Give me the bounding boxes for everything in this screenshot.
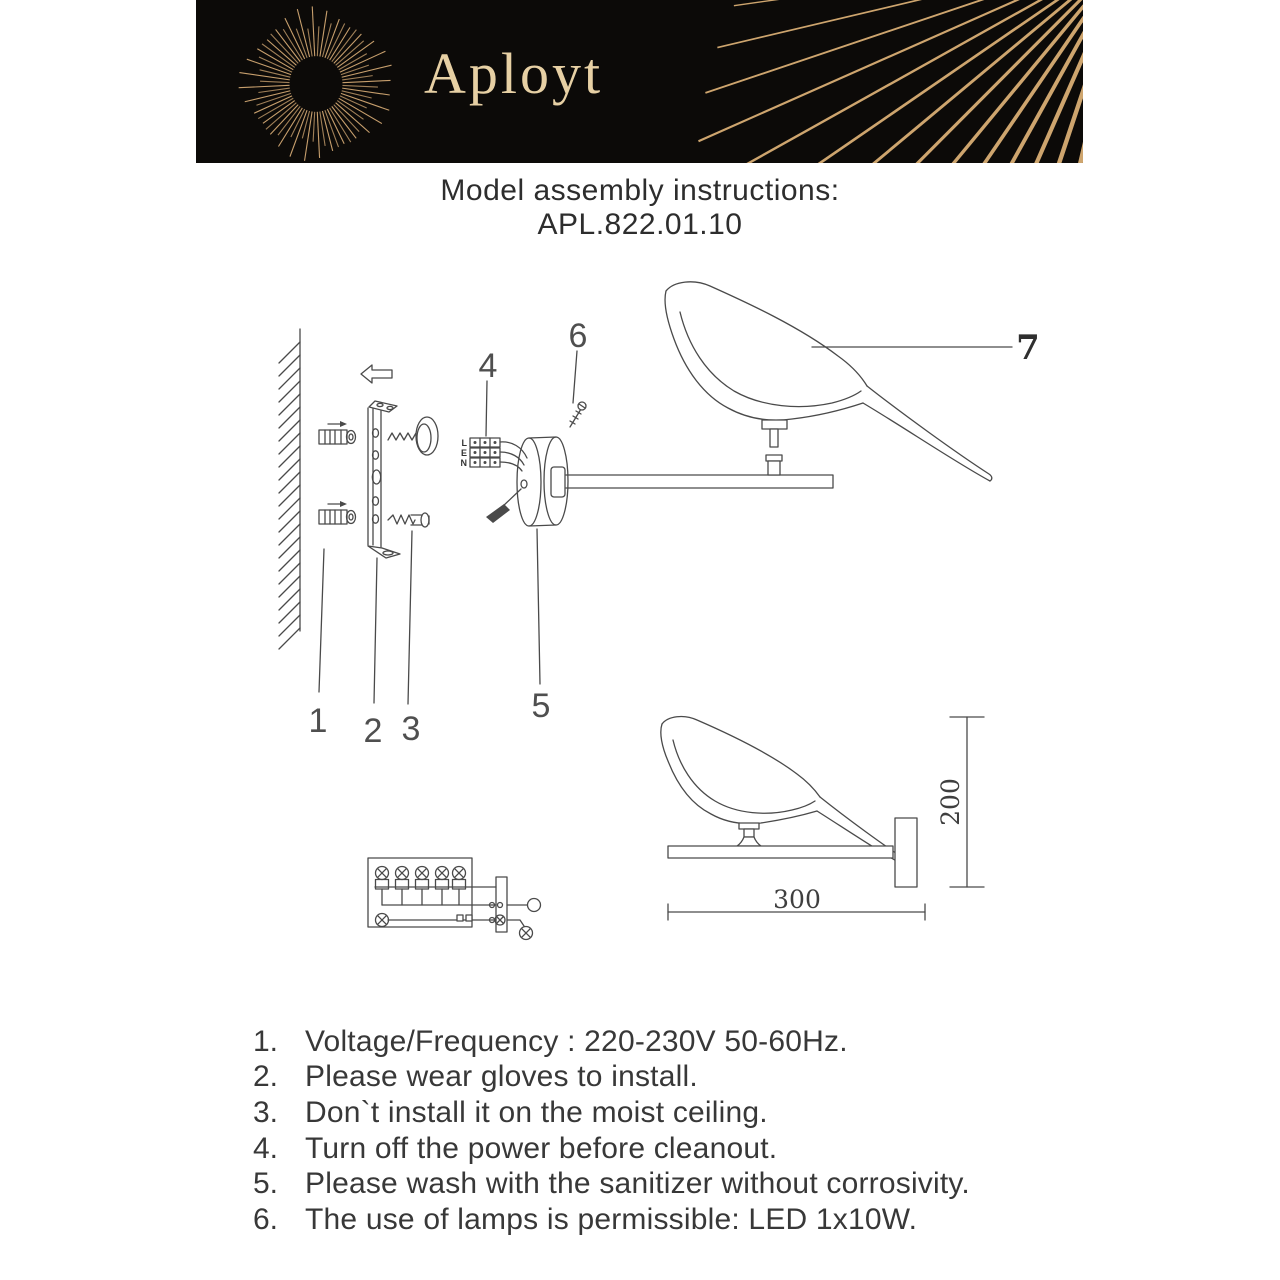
instruction-text: Please wash with the sanitizer without corrosivity. <box>305 1167 970 1201</box>
switch-symbol <box>528 899 541 912</box>
instruction-number: 2. <box>253 1060 279 1094</box>
direction-arrow-icon <box>361 365 392 383</box>
height-dimension <box>936 717 984 887</box>
part-label-5: 5 <box>531 687 551 725</box>
anchor-dowel <box>319 421 356 444</box>
base-plate <box>668 846 893 858</box>
instruction-item <box>253 1131 970 1167</box>
part-label-7: 7 <box>1016 328 1040 368</box>
pedestal <box>739 823 759 829</box>
canopy <box>517 437 568 526</box>
anchor-dowels <box>319 421 356 524</box>
part-label-1: 1 <box>308 702 328 740</box>
leader-line-6 <box>573 351 577 403</box>
anchor-dowel <box>319 501 356 524</box>
leader-line-4 <box>486 381 487 436</box>
instructions-list <box>253 1024 970 1238</box>
wall-plate <box>895 818 917 887</box>
instruction-item <box>253 1095 970 1131</box>
dim-height-label: 200 <box>936 778 965 826</box>
canopy-side-screw <box>486 489 521 523</box>
part-label-2: 2 <box>363 712 383 750</box>
part-label-6: 6 <box>568 317 588 355</box>
wires <box>500 442 527 471</box>
canopy-top-screw <box>570 402 586 427</box>
terminal-label-l: L <box>461 438 467 448</box>
instruction-number: 1. <box>253 1024 279 1058</box>
instruction-text: Please wear gloves to install. <box>305 1060 698 1094</box>
instruction-item <box>253 1166 970 1202</box>
leader-lines-bracket <box>319 531 412 704</box>
terminal-label-n: N <box>460 458 467 468</box>
part-label-4: 4 <box>478 347 498 385</box>
instruction-text: Don`t install it on the moist ceiling. <box>305 1095 768 1129</box>
terminal-label-e: E <box>460 448 467 458</box>
wall-section <box>279 329 300 649</box>
instruction-number: 5. <box>253 1167 279 1201</box>
width-dimension <box>668 885 925 920</box>
instruction-item <box>253 1024 970 1060</box>
terminal-block <box>461 438 501 468</box>
instruction-text: The use of lamps is permissible: LED 1x10W. <box>305 1202 918 1236</box>
instruction-item <box>253 1202 970 1238</box>
instruction-item <box>253 1060 970 1096</box>
bar-socket <box>766 455 782 461</box>
instruction-number: 4. <box>253 1131 279 1165</box>
part-label-3: 3 <box>401 710 421 748</box>
instruction-number: 6. <box>253 1202 279 1236</box>
bird-plug <box>762 420 787 447</box>
mounting-bracket <box>368 401 400 558</box>
dim-width-label: 300 <box>773 885 821 914</box>
wiring-diagram <box>368 858 541 940</box>
instruction-number: 3. <box>253 1095 279 1129</box>
mounting-bar <box>566 455 833 488</box>
dimension-drawing <box>661 717 984 920</box>
leader-line-5 <box>537 529 540 684</box>
instruction-text: Turn off the power before cleanout. <box>305 1131 778 1165</box>
instruction-text: Voltage/Frequency : 220-230V 50-60Hz. <box>305 1024 848 1058</box>
ring-screw <box>388 417 438 455</box>
bird-lamp <box>665 282 992 481</box>
mounting-screw <box>388 513 429 527</box>
model-number: APL.822.01.10 <box>537 208 743 241</box>
brand-logo-text: Aployt <box>424 41 604 106</box>
page-title: Model assembly instructions: <box>440 174 840 207</box>
